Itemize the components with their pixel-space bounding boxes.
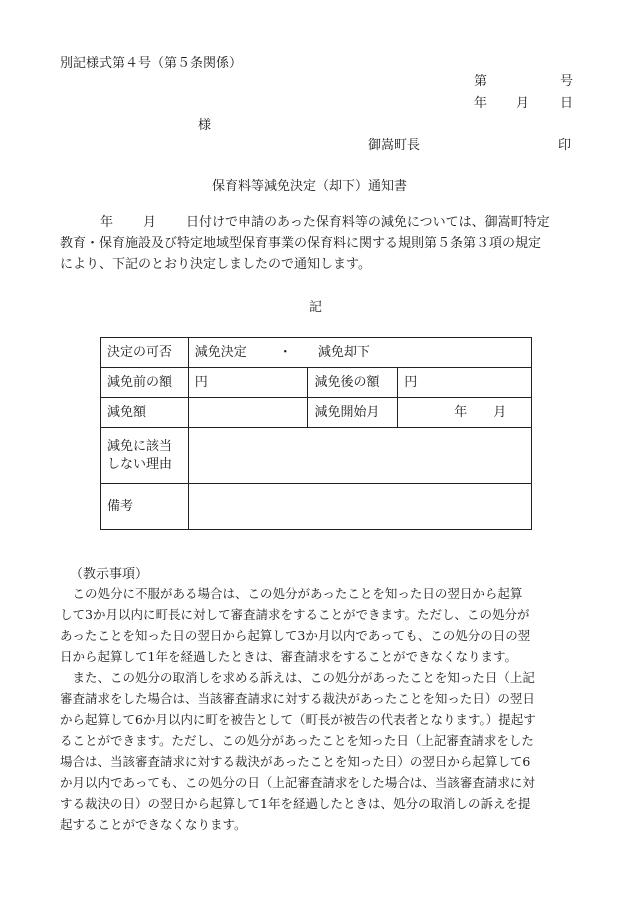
seal-mark: 印 [558,138,572,153]
decision-table [100,337,532,530]
decision-option-reject: 減免却下 [317,344,370,360]
document-number-prefix: 第 [474,74,488,89]
decision-options [188,338,531,368]
intro-line-1 [60,212,578,233]
notice-line: する裁決の日）の翌日から起算して1年を経過したときは、処分の取消しの訴えを提 [60,796,531,811]
notice-line: 場合は、当該審査請求に対する裁決があったことを知った日）の翌日から起算して6 [60,754,531,769]
intro-line-2: 教育・保育施設及び特定地域型保育事業の保育料に関する規則第５条第３項の規定 [60,236,542,251]
form-label: 別記様式第４号（第５条関係） [60,56,243,71]
reason-value [188,428,531,484]
start-month-unit: 月 [493,404,507,420]
reduction-amount-value [188,398,308,428]
table-row-amounts [101,368,532,398]
notice-line: 起することができなくなります。 [60,817,247,832]
notice-line: また、この処分の取消しを求める訴えは、この処分があったことを知った日（上記 [60,670,535,685]
date-day: 日 [560,96,574,111]
intro-paragraph [60,212,578,275]
notice-line: か月以内であっても、この処分の日（上記審査請求をした場合は、当該審査請求に対 [60,775,535,790]
start-month-value [398,398,532,428]
decision-label: 決定の可否 [101,338,189,368]
reason-label-line-2: しない理由 [107,456,173,472]
table-row-reason [101,428,532,484]
reason-label [101,428,189,484]
intro-rest: 日付けで申請のあった保育料等の減免については、御嵩町特定 [186,215,550,230]
table-row-remarks [101,484,532,530]
issuer-name: 御嵩町長 [368,138,421,153]
notice-line: ることができます。ただし、この処分があったことを知った日（上記審査請求をした [60,733,534,748]
date-month: 月 [516,96,530,111]
before-amount-value: 円 [188,368,308,398]
after-amount-label: 減免後の額 [308,368,398,398]
notice-line: あったことを知った日の翌日から起算して3か月以内であっても、この処分の日の翌 [60,628,531,643]
notice-line: から起算して6か月以内に町を被告として（町長が被告の代表者となります。）提起す [60,712,536,727]
notice-line: 審査請求をした場合は、当該審査請求に対する裁決があったことを知った日）の翌日 [60,691,535,706]
notice-line: この処分に不服がある場合は、この処分があったことを知った日の翌日から起算 [60,586,523,601]
remarks-label: 備考 [101,484,189,530]
date-year: 年 [474,96,488,111]
table-row-reduction [101,398,532,428]
decision-separator: ・ [278,344,292,360]
document-title: 保育料等減免決定（却下）通知書 [212,179,408,194]
before-amount-label: 減免前の額 [101,368,189,398]
reason-label-line-1: 減免に該当 [107,438,173,454]
decision-option-approve: 減免決定 [194,344,247,360]
intro-line-3: により、下記のとおり決定しましたので通知します。 [60,257,371,272]
notice-line: 日から起算して1年を経過したときは、審査請求をすることができなくなります。 [60,649,517,664]
reduction-amount-label: 減免額 [101,398,189,428]
notice-heading: （教示事項） [70,567,149,582]
start-year-unit: 年 [454,404,468,420]
after-amount-value: 円 [398,368,532,398]
intro-month: 月 [143,215,157,230]
ki-heading: 記 [309,300,323,315]
recipient-suffix: 様 [198,118,212,133]
remarks-value [188,484,531,530]
document-number-suffix: 号 [560,74,574,89]
notice-line: して3か月以内に町長に対して審査請求をすることができます。ただし、この処分が [60,607,530,622]
table-row-decision [101,338,532,368]
intro-year: 年 [100,215,114,230]
start-month-label: 減免開始月 [308,398,398,428]
notice-body [60,583,580,835]
